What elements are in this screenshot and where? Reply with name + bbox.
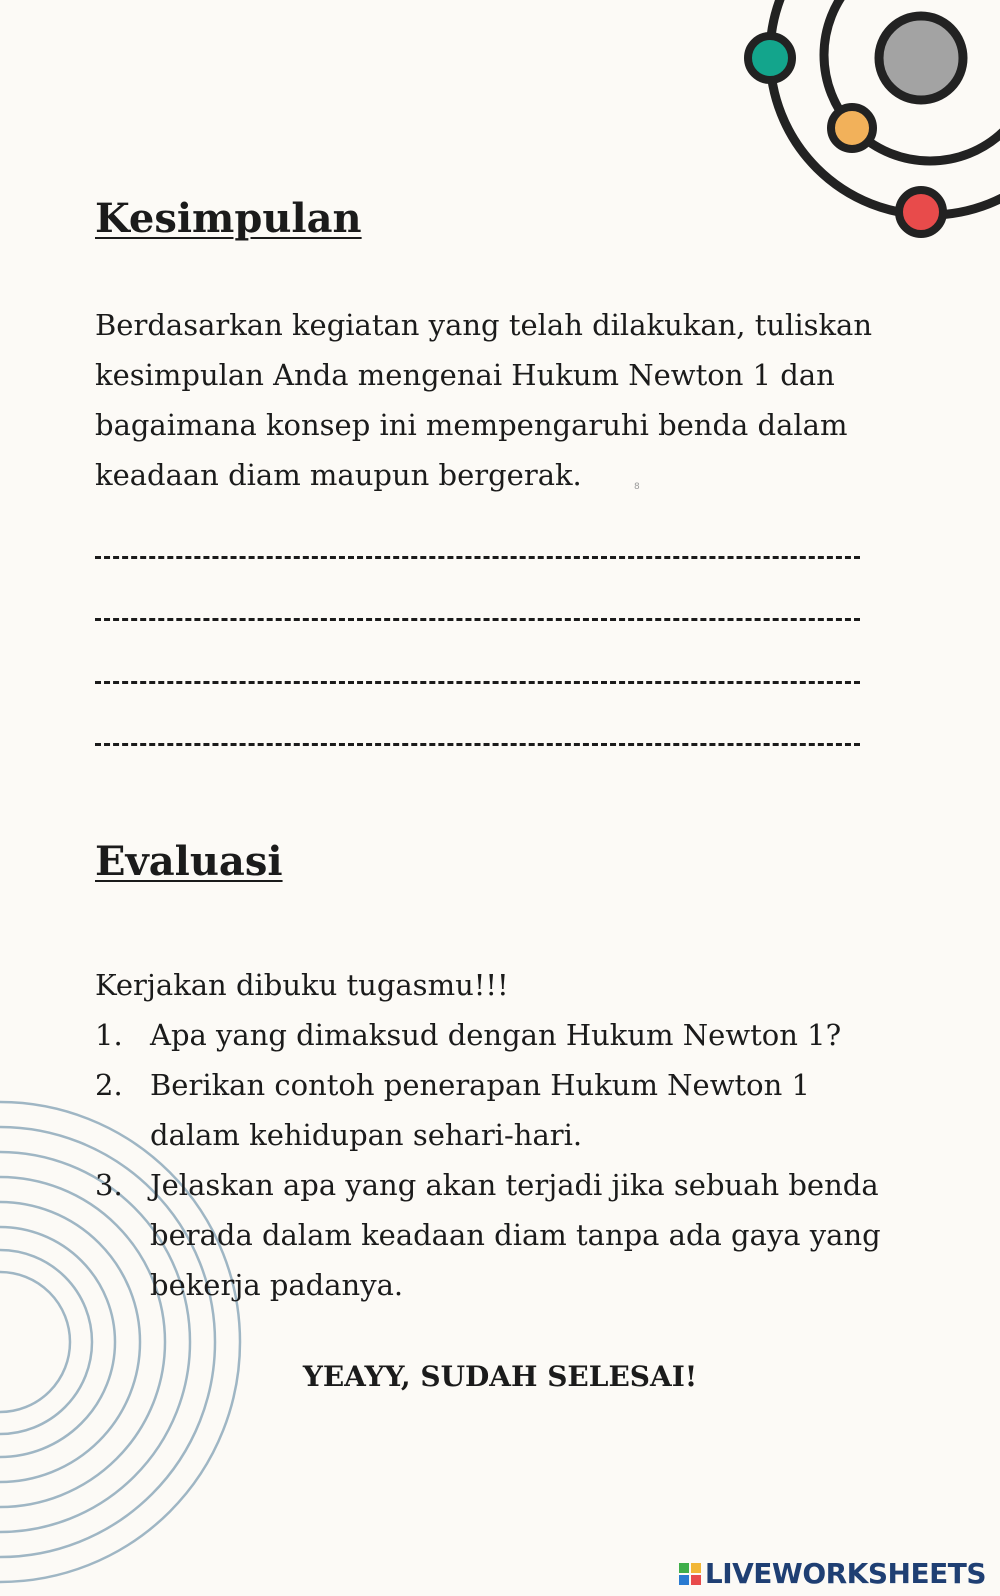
answer-line [95, 556, 860, 559]
answer-line [95, 681, 860, 684]
kesimpulan-paragraph: Berdasarkan kegiatan yang telah dilakukan, tuliskan kesimpulan Anda mengenai Hukum Newton 1 dan bagaimana konsep ini mempengaruhi benda dalam keadaan diam maupun bergerak. [95, 308, 873, 492]
question-item [95, 1160, 895, 1310]
evaluasi-instruction: Kerjakan dibuku tugasmu!!! [95, 968, 509, 1002]
kesimpulan-heading: Kesimpulan [95, 195, 362, 242]
question-list [95, 1010, 895, 1310]
orbit-planet-icon [740, 0, 1000, 250]
liveworksheets-logo-icon [679, 1563, 701, 1585]
page-mark: 8 [634, 482, 640, 492]
question-number: 3. [95, 1168, 123, 1202]
question-item [95, 1010, 895, 1060]
question-text: Apa yang dimaksud dengan Hukum Newton 1? [150, 1018, 842, 1052]
answer-line [95, 618, 860, 621]
question-text: Berikan contoh penerapan Hukum Newton 1 dalam kehidupan sehari-hari. [150, 1068, 810, 1152]
evaluasi-heading: Evaluasi [95, 838, 283, 885]
answer-line [95, 743, 860, 746]
question-text: Jelaskan apa yang akan terjadi jika sebuah benda berada dalam keadaan diam tanpa ada gaya yang bekerja padanya. [150, 1168, 881, 1302]
closing-message: YEAYY, SUDAH SELESAI! [302, 1360, 698, 1393]
liveworksheets-brand [679, 1557, 986, 1590]
question-number: 1. [95, 1018, 123, 1052]
question-number: 2. [95, 1068, 123, 1102]
question-item [95, 1060, 895, 1160]
brand-name: LIVEWORKSHEETS [704, 1557, 986, 1590]
